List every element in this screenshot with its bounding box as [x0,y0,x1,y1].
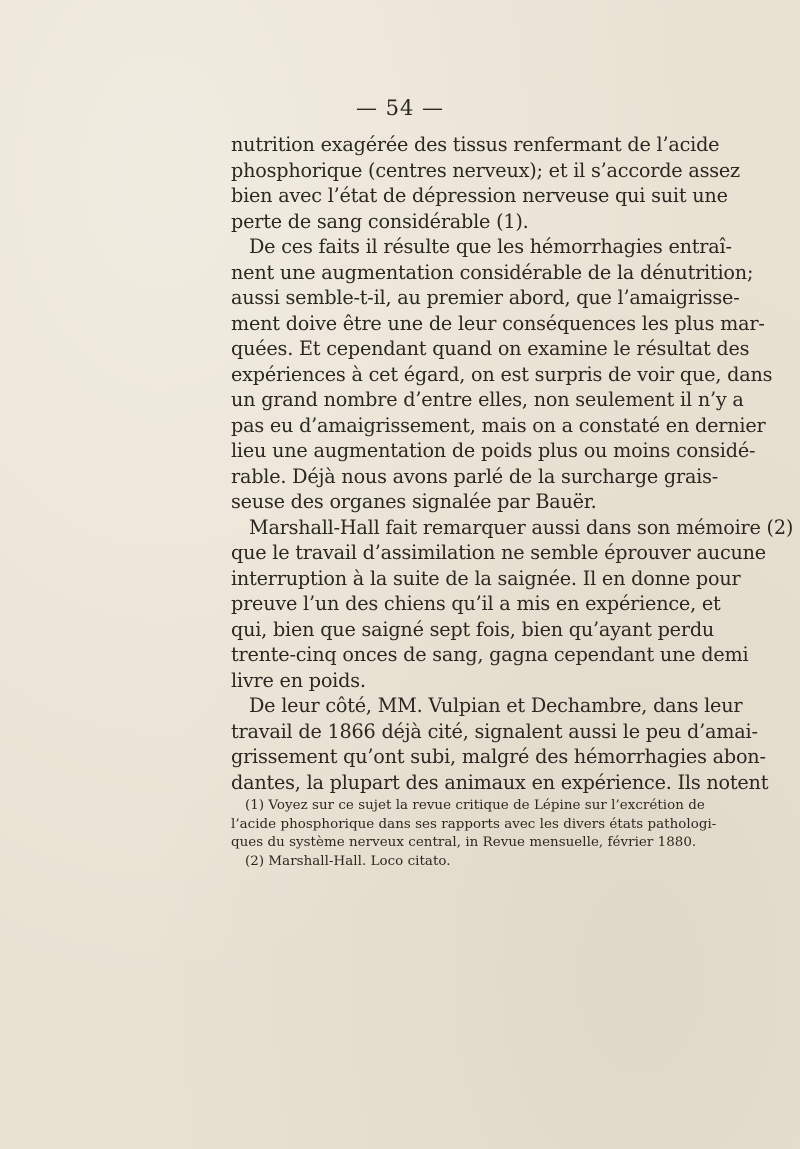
text-line: qui, bien que saigné sept fois, bien qu’ayant perdu [231,617,715,641]
text-line: rable. Déjà nous avons parlé de la surcharge grais- [231,464,719,488]
text-line: De ces faits il résulte que les hémorrhagies entraî- [249,235,732,258]
text-line: preuve l’un des chiens qu’il a mis en expérience, et [231,592,721,615]
text-line: travail de 1866 déjà cité, signalent aussi le peu d’amai- [231,719,758,743]
footnote-line: (1) Voyez sur ce sujet la revue critique de Lépine sur l’excrétion de [245,798,705,813]
text-line: expériences à cet égard, on est surpris de voir que, dans [231,362,773,386]
footnote-line: (2) Marshall-Hall. Loco citato. [245,853,451,869]
text-line: grissement qu’ont subi, malgré des hémorrhagies abon- [231,745,766,768]
footnotes [231,797,717,871]
text-line: nent une augmentation considérable de la dénutrition; [231,260,754,284]
text-line: perte de sang considérable (1). [231,209,529,233]
text-line: un grand nombre d’entre elles, non seulement il n’y a [231,388,744,411]
text-line: aussi semble-t-il, au premier abord, que l’amaigrisse- [231,286,740,309]
text-line: pas eu d’amaigrissement, mais on a constaté en dernier [231,413,766,437]
text-line: que le travail d’assimilation ne semble éprouver aucune [231,541,766,564]
page-number: — 54 — [355,96,445,120]
text-line: nutrition exagérée des tissus renfermant de l’acide [231,133,720,156]
text-line: seuse des organes signalée par Bauër. [231,490,597,513]
text-line: Marshall-Hall fait remarquer aussi dans son mémoire (2) [249,515,794,539]
text-line: bien avec l’état de dépression nerveuse qui suit une [231,184,728,207]
text-line: trente-cinq onces de sang, gagna cependant une demi [231,643,749,666]
footnote-line: ques du système nerveux central, in Revue mensuelle, février 1880. [231,835,697,850]
text-line: De leur côté, MM. Vulpian et Dechambre, dans leur [249,694,743,717]
text-line: phosphorique (centres nerveux); et il s’accorde assez [231,158,740,182]
text-line: lieu une augmentation de poids plus ou moins considé- [231,439,756,462]
body-text [231,132,794,795]
text-line: ment doive être une de leur conséquences les plus mar- [231,311,765,335]
text-line: quées. Et cependant quand on examine le résultat des [231,337,750,360]
text-line: interruption à la suite de la saignée. Il en donne pour [231,566,741,590]
text-line: dantes, la plupart des animaux en expérience. Ils notent [231,770,769,794]
footnote-line: l’acide phosphorique dans ses rapports avec les divers états pathologi- [231,816,717,832]
text-line: livre en poids. [231,668,366,692]
